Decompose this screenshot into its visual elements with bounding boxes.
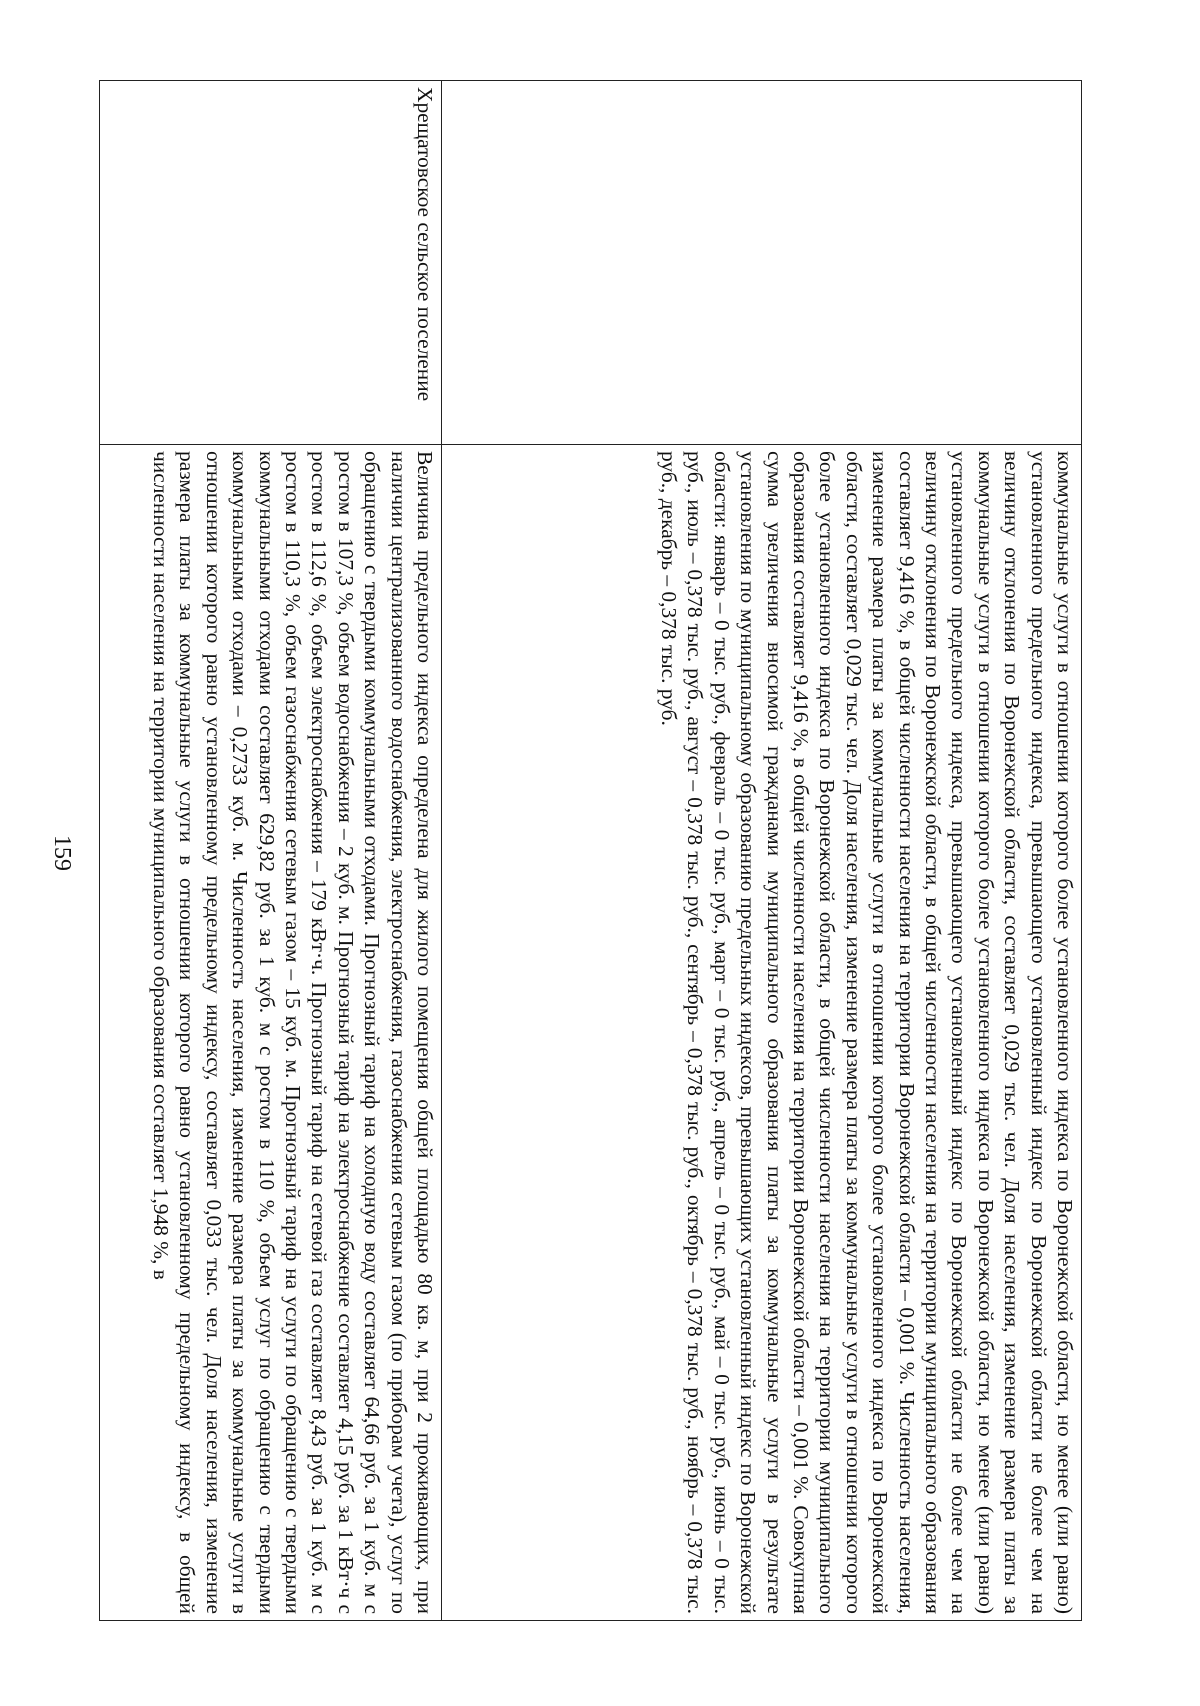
settlement-index-table	[99, 80, 1082, 1621]
settlement-name: Хрещатовское сельское поселение	[413, 87, 437, 402]
page-number: 159	[49, 835, 75, 871]
table-row	[442, 81, 1082, 1621]
description-cell	[442, 445, 1082, 1621]
description-text: коммунальные услуги в отношении которого более установленного индекса по Воронежской области, но менее (или равно) установленного предельного индекса, превышающего установленный индекс по Воронежской области не более чем на величину отклонения по Воронежской области, составляет 0,029 тыс. чел. Доля населения, изменение размера платы за коммунальные услуги в отношении которого более установленного индекса по Воронежской области, но менее (или равно) установленного предельного индекса, превышающего установленный индекс по Воронежской области не более чем на величину отклонения по Воронежской области, в общей численности населения на территории муниципального образования составляет 9,416 %, в общей численности населения на территории Воронежской области – 0,001 %. Численность населения, изменение размера платы за коммунальные услуги в отношении которого более установленного индекса по Воронежской области, составляет 0,029 тыс. чел. Доля населения, изменение размера платы за коммунальные услуги в отношении которого более установленного индекса по Воронежской области, в общей численности населения на территории муниципального образования составляет 9,416 %, в общей численности населения на территории Воронежской области – 0,001 %. Совокупная сумма увеличения вносимой гражданами муниципального образования платы за коммунальные услуги в результате установления по муниципальному образованию предельных индексов, превышающих установленный индекс по Воронежской области: январь – 0 тыс. руб., февраль – 0 тыс. руб., март – 0 тыс. руб., апрель – 0 тыс. руб., май – 0 тыс. руб., июнь – 0 тыс. руб., июль – 0,378 тыс. руб., август – 0,378 тыс. руб., сентябрь – 0,378 тыс. руб., октябрь – 0,378 тыс. руб., ноябрь – 0,378 тыс. руб., декабрь – 0,378 тыс. руб.	[656, 451, 1077, 1614]
description-cell	[100, 445, 442, 1621]
table-row	[100, 81, 442, 1621]
rotated-table-wrapper	[100, 80, 1082, 1620]
description-text: Величина предельного индекса определена для жилого помещения общей площадью 80 кв. м, при 2 проживающих, при наличии централизованного водоснабжения, электроснабжения, газоснабжения сетевым газом (по приборам учета), услуг по обращению с твердыми коммунальными отходами. Прогнозный тариф на холодную воду составляет 64,66 руб. за 1 куб. м с ростом в 107,3 %, объем водоснабжения – 2 куб. м. Прогнозный тариф на электроснабжение составляет 4,15 руб. за 1 кВт·ч с ростом в 112,6 %, объем электроснабжения – 179 кВт·ч. Прогнозный тариф на сетевой газ составляет 8,43 руб. за 1 куб. м с ростом в 110,3 %, объем газоснабжения сетевым газом – 15 куб. м. Прогнозный тариф на услуги по обращению с твердыми коммунальными отходами составляет 629,82 руб. за 1 куб. м с ростом в 110 %, объем услуг по обращению с твердыми коммунальными отходами – 0,2733 куб. м. Численность населения, изменение размера платы за коммунальные услуги в отношении которого равно установленному предельному индексу, составляет 0,033 тыс. чел. Доля населения, изменение размера платы за коммунальные услуги в отношении которого равно установленному предельному индексу, в общей численности населения на территории муниципального образования составляет 1,948 %, в	[148, 451, 437, 1614]
settlement-name-cell	[100, 81, 442, 445]
settlement-name-cell	[442, 81, 1082, 445]
